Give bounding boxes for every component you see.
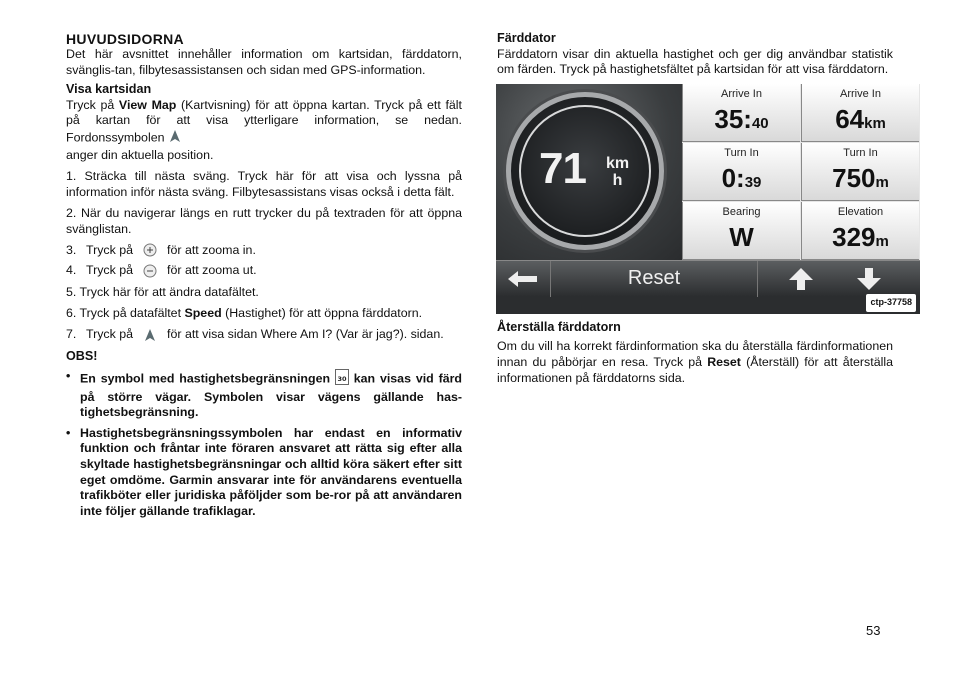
bullet-text: Hastighetsbegränsningssymbolen har endast en informativ funktion och fråntar inte föraren ansvaret att rätta sig efter alla skyltade hastighetsbegränsningar och alltid köra säkert efter sitt eget omdöme. Garmin ansvarar inte för användarens eventuella trafikböter eller juridiska påföljder som be-ror på att användaren inte följer gällande trafiklagar. [80,425,462,518]
list-item-3 [66,243,462,259]
note-heading: OBS! [66,348,98,363]
data-field-grid [682,84,920,260]
arrow-up-icon [789,268,813,290]
value-main: 0: [721,162,745,193]
data-field-turn-time [682,143,800,201]
data-field-arrive-distance [801,84,919,142]
bullet-text [80,369,462,421]
data-field-bearing [682,202,800,260]
value-main: 64 [835,103,865,134]
list-item-2: 2. När du navigerar längs en rutt trycker du på textraden för att öppna svänglistan. [66,206,462,236]
data-field-turn-distance [801,143,919,201]
speed-unit-bottom: h [612,171,623,189]
page-number: 53 [866,623,881,638]
speed-limit-number: 30 [337,375,347,384]
trip-computer-screenshot [496,84,920,314]
text-span: (Kartvisning) för att öppna kartan. Tryck på ett fält på kartan för att visa ytterligare information, se nedan. Fordonssymbolen [66,97,462,145]
field-label: Arrive In [840,87,881,100]
item-text: 6. Tryck på datafältet [66,306,185,321]
item-text: för att zooma ut. [167,263,257,278]
field-value [802,222,919,257]
field-label: Arrive In [721,87,762,100]
item-text: Tryck på [86,242,134,257]
speed-unit-top: km [606,154,630,172]
trip-computer-paragraph: Färddatorn visar din aktuella hastighet och ger dig användbar statistik om färden. Tryck på hastighetsfältet på kartsidan för att visa färddatorn. [497,46,893,77]
reset-trip-paragraph [497,339,893,386]
value-suffix: 39 [744,173,762,191]
text-span: anger din aktuella position. [66,147,214,162]
item-number: 7. [66,326,77,341]
data-field-elevation [801,202,919,260]
right-column [497,31,912,386]
list-item-7 [66,327,462,343]
field-label: Turn In [843,146,878,159]
speed-limit-icon [335,369,349,390]
value-main: W [729,221,754,252]
item-text: Tryck på [86,326,134,341]
list-item-4 [66,263,462,279]
value-main: 750 [832,162,876,193]
arrow-down-icon [857,268,881,290]
value-suffix: 40 [751,114,769,132]
data-field-arrive-time [682,84,800,142]
bottom-button-bar [496,260,920,296]
zoom-out-icon [133,264,167,278]
text-span: kan visas vid färd på större vägar. Symbolen visar vägens gällande has-tighetsbegränsning. [80,371,462,420]
vehicle-icon [168,129,182,148]
bullet-dot: • [66,425,71,440]
vehicle-icon [133,328,167,342]
field-value [802,163,919,198]
map-page-paragraph [66,98,462,163]
item-text: (Hastighet) för att öppna färddatorn. [221,306,423,321]
note-bullet-1 [66,369,462,421]
text-span: (Återställ) för att återställa informationen på färddatorns sida. [497,354,893,385]
list-item-5: 5. Tryck här för att ändra datafältet. [66,284,259,299]
speed-unit [606,155,629,189]
value-suffix: m [875,173,889,191]
text-span: Om du vill ha korrekt färdinformation ska du återställa färdinformationen innan du påbörjar en resa. Tryck på [497,339,893,369]
field-value [683,163,800,198]
intro-paragraph: Det här avsnittet innehåller information om kartsidan, färddatorn, svänglis-tan, filbytesassistansen och sidan med GPS-information. [66,47,462,77]
view-map-keyword: View Map [118,97,177,112]
image-reference-label: ctp-37758 [866,294,916,312]
trip-computer-heading: Färddator [497,31,556,45]
speed-keyword: Speed [184,306,222,321]
value-main: 35: [714,103,752,134]
back-button[interactable] [500,264,546,294]
field-value [683,222,800,257]
reset-keyword: Reset [707,354,741,369]
value-suffix: km [864,114,886,132]
scroll-down-button[interactable] [846,264,892,294]
field-label: Elevation [837,205,884,218]
speed-gauge-area [496,84,682,260]
bullet-dot: • [66,369,71,384]
item-text: för att visa sidan Where Am I? (Var är jag?). sidan. [167,326,444,341]
value-suffix: m [875,232,889,250]
field-value [802,104,919,139]
note-bullet-2 [66,426,462,520]
scroll-up-button[interactable] [778,264,824,294]
text-span: En symbol med hastighetsbegränsningen [80,371,331,386]
item-text: för att zooma in. [167,242,256,257]
section-heading: HUVUDSIDORNA [66,31,184,47]
field-label: Turn In [724,146,759,159]
speed-value: 71 [539,143,586,193]
text-span: Tryck på [66,97,119,112]
value-main: 329 [832,221,876,252]
reset-button[interactable]: Reset [550,261,758,297]
list-item-1: 1. Sträcka till nästa sväng. Tryck här för att visa och lyssna på information inför nästa sväng. Filbytesassistans visas också i detta fält. [66,169,462,199]
item-text: Tryck på [86,263,134,278]
field-label: Bearing [722,205,761,218]
speedometer-dial [506,92,664,250]
item-number: 4. [66,263,77,278]
reset-trip-heading: Återställa färddatorn [497,319,621,334]
map-page-heading: Visa kartsidan [66,82,152,97]
zoom-in-icon [133,243,167,257]
left-column [66,31,462,519]
item-number: 3. [66,242,77,257]
list-item-6 [66,306,462,322]
arrow-left-icon [508,270,538,288]
field-value [683,104,800,139]
